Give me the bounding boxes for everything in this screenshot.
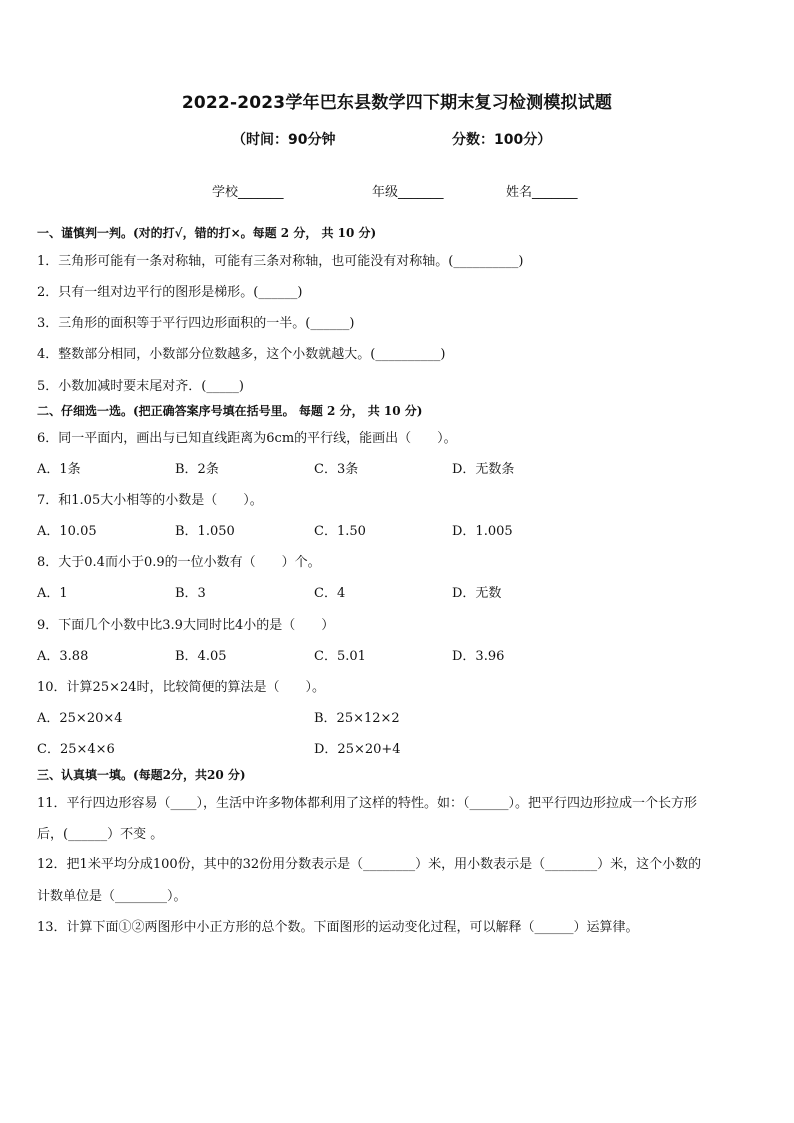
- option-b: B．4.05: [175, 649, 227, 664]
- question-5: 5．小数加减时要末尾对齐．(_____): [37, 379, 244, 394]
- option-d: D．3.96: [452, 649, 505, 664]
- option-a: A．1条: [37, 462, 81, 477]
- question-13: 13．计算下面①②两图形中小正方形的总个数。下面图形的运动变化过程，可以解释（______）运算律。: [37, 920, 639, 935]
- question-12-continued: 计数单位是（________）。: [37, 889, 187, 904]
- option-c: C．4: [314, 586, 346, 601]
- section-2-heading: 二、仔细选一选。(把正确答案序号填在括号里。 每题 2 分， 共 10 分): [37, 404, 423, 418]
- option-d: D．25×20+4: [314, 742, 401, 757]
- school-field: 学校_______: [212, 185, 284, 200]
- option-b: B．25×12×2: [314, 711, 400, 726]
- name-field: 姓名_______: [506, 185, 578, 200]
- option-c: C．1.50: [314, 524, 366, 539]
- option-b: B．3: [175, 586, 206, 601]
- option-d: D．1.005: [452, 524, 513, 539]
- exam-time: （时间：90分钟: [232, 132, 336, 148]
- question-11: 11．平行四边形容易（____），生活中许多物体都利用了这样的特性。如：（______）。把平行四边形拉成一个长方形: [37, 796, 698, 811]
- grade-field: 年级_______: [372, 185, 444, 200]
- option-d: D．无数: [452, 586, 502, 601]
- question-3: 3．三角形的面积等于平行四边形面积的一半。(______): [37, 316, 355, 331]
- option-a: A．1: [37, 586, 68, 601]
- section-1-heading: 一、谨慎判一判。(对的打√，错的打×。每题 2 分， 共 10 分): [37, 226, 377, 240]
- option-a: A．10.05: [37, 524, 97, 539]
- option-c: C．25×4×6: [37, 742, 115, 757]
- question-1: 1．三角形可能有一条对称轴，可能有三条对称轴，也可能没有对称轴。(__________): [37, 254, 524, 269]
- question-8: 8．大于0.4而小于0.9的一位小数有（ ）个。: [37, 555, 321, 570]
- question-7: 7．和1.05大小相等的小数是（ ）。: [37, 493, 263, 508]
- option-a: A．25×20×4: [37, 711, 123, 726]
- question-4: 4．整数部分相同，小数部分位数越多，这个小数就越大。(__________): [37, 347, 446, 362]
- question-12: 12．把1米平均分成100份，其中的32份用分数表示是（________）米，用小数表示是（________）米，这个小数的: [37, 857, 702, 872]
- section-3-heading: 三、认真填一填。(每题2分，共20 分): [37, 768, 246, 782]
- option-c: C．5.01: [314, 649, 366, 664]
- option-b: B．1.050: [175, 524, 235, 539]
- question-6: 6．同一平面内，画出与已知直线距离为6cm的平行线，能画出（ ）。: [37, 431, 457, 446]
- question-11-continued: 后，(______）不变 。: [37, 827, 164, 842]
- option-a: A．3.88: [37, 649, 89, 664]
- exam-score: 分数：100分）: [452, 132, 552, 148]
- option-b: B．2条: [175, 462, 219, 477]
- option-d: D．无数条: [452, 462, 515, 477]
- option-c: C．3条: [314, 462, 359, 477]
- page-title: 2022-2023学年巴东县数学四下期末复习检测模拟试题: [181, 93, 613, 113]
- question-9: 9．下面几个小数中比3.9大同时比4小的是（ ）: [37, 618, 335, 633]
- question-10: 10．计算25×24时，比较简便的算法是（ ）。: [37, 680, 326, 695]
- question-2: 2．只有一组对边平行的图形是梯形。(______): [37, 285, 303, 300]
